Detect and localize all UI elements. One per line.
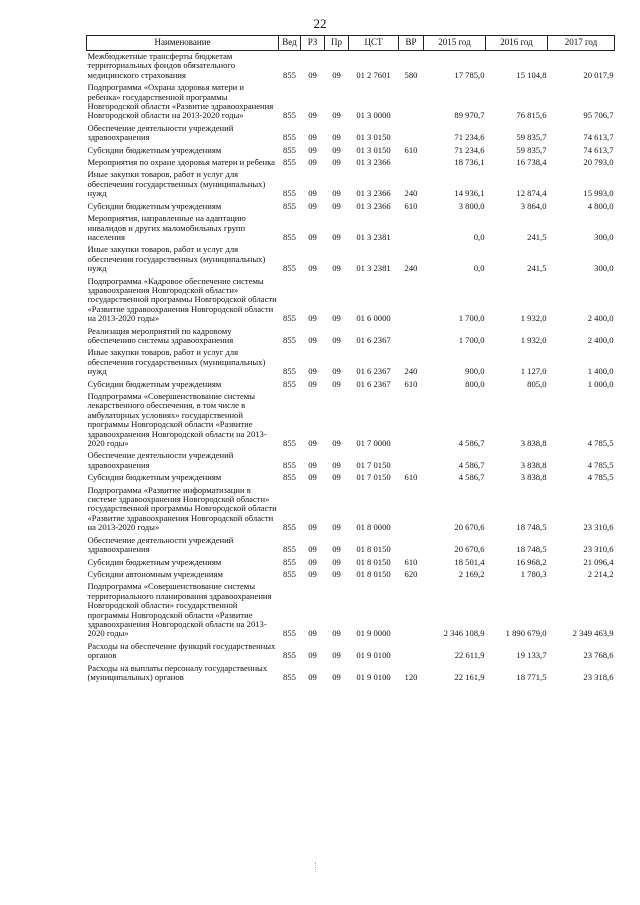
row-name: Подпрограмма «Совершенствование системы лекарственного обеспечения, в том числе в амбулаторных условиях» государственной программы Новгородской области «Развитие здравоохранения Новгородской области на 2013-2020 годы» (87, 391, 267, 449)
row-2016: 59 835,7 (516, 144, 547, 155)
table-row (87, 641, 615, 663)
table-row (87, 123, 615, 145)
row-cst: 01 7 0150 (356, 459, 391, 470)
row-cst: 01 2 7601 (356, 69, 391, 80)
row-vr (399, 581, 424, 640)
row-pr: 09 (332, 568, 341, 579)
table-row (87, 485, 615, 535)
row-pr: 09 (332, 671, 341, 682)
row-2015: 900,0 (465, 366, 485, 377)
row-pr: 09 (332, 313, 341, 324)
row-2015: 18 501,4 (454, 556, 485, 567)
row-pr: 09 (332, 472, 341, 483)
row-2017: 300,0 (594, 231, 614, 242)
row-cst: 01 3 2381 (356, 263, 391, 274)
row-name: Подпрограмма «Охрана здоровья матери и ребенка» государственной программы Новгородской области «Развитие здравоохранения Новгородской области на 2013-2020 годы» (87, 82, 274, 121)
row-2017: 4 785,5 (587, 438, 614, 449)
row-ved: 855 (283, 231, 296, 242)
row-name: Расходы на обеспечение функций государственных органов (87, 640, 276, 661)
table-row (87, 157, 615, 169)
row-2017: 4 800,0 (587, 200, 614, 211)
row-pr: 09 (332, 188, 341, 199)
row-name: Реализация мероприятий по кадровому обеспечению системы здравоохранения (87, 325, 234, 345)
row-cst: 01 3 2366 (356, 157, 391, 168)
row-pr: 09 (332, 650, 341, 661)
row-2016: 3 864,0 (520, 200, 547, 211)
table-row (87, 557, 615, 569)
row-2016: 18 748,5 (516, 544, 547, 555)
row-2015: 22 161,9 (454, 671, 485, 682)
row-pr: 09 (332, 263, 341, 274)
row-name: Подпрограмма «Кадровое обеспечение системы здравоохранения Новгородской области» государственной программы Новгородской области «Развитие здравоохранения Новгородской области на 2013-2020 годы» (87, 275, 277, 324)
row-2016: 15 104,8 (516, 69, 547, 80)
row-pr: 09 (332, 157, 341, 168)
row-cst: 01 6 2367 (356, 378, 391, 389)
row-ved: 855 (283, 200, 296, 211)
row-ved: 855 (283, 628, 296, 639)
row-rz: 09 (308, 263, 317, 274)
row-2015: 4 586,7 (458, 438, 485, 449)
row-ved: 855 (283, 544, 296, 555)
row-pr: 09 (332, 334, 341, 345)
row-2017: 23 310,6 (583, 544, 614, 555)
table-row (87, 379, 615, 391)
row-vr (399, 450, 424, 472)
row-cst: 01 8 0150 (356, 544, 391, 555)
row-2015: 20 670,6 (454, 522, 485, 533)
row-2017: 4 785,5 (587, 472, 614, 483)
row-pr: 09 (332, 144, 341, 155)
row-2017: 20 017,9 (583, 69, 614, 80)
row-2017: 1 400,0 (587, 366, 614, 377)
row-pr: 09 (332, 200, 341, 211)
row-cst: 01 3 0150 (356, 144, 391, 155)
row-2017: 23 318,6 (583, 671, 614, 682)
row-vr (399, 485, 424, 535)
row-2015: 0,0 (473, 263, 485, 274)
row-name: Субсидии бюджетным учреждениям (87, 144, 222, 155)
row-2016: 1 932,0 (520, 334, 547, 345)
row-ved: 855 (283, 110, 296, 121)
row-2016: 16 738,4 (516, 157, 547, 168)
row-ved: 855 (283, 144, 296, 155)
row-rz: 09 (308, 671, 317, 682)
row-rz: 09 (308, 188, 317, 199)
header-vr: ВР (399, 36, 424, 51)
row-2015: 4 586,7 (458, 472, 485, 483)
row-2015: 3 800,0 (458, 200, 485, 211)
row-vr (399, 157, 424, 169)
row-pr: 09 (332, 544, 341, 555)
row-vr (399, 641, 424, 663)
row-name: Мероприятия по охране здоровья матери и ребенка (87, 157, 275, 168)
row-rz: 09 (308, 144, 317, 155)
row-2015: 22 611,9 (454, 650, 485, 661)
row-vr (399, 391, 424, 450)
row-2016: 19 133,7 (516, 650, 547, 661)
table-row (87, 472, 615, 484)
row-rz: 09 (308, 544, 317, 555)
table-row (87, 326, 615, 348)
table-body (87, 51, 615, 685)
row-2016: 241,5 (527, 231, 547, 242)
row-2016: 18 771,5 (516, 671, 547, 682)
table-row (87, 276, 615, 326)
row-2015: 89 970,7 (454, 110, 485, 121)
row-2017: 2 400,0 (587, 313, 614, 324)
table-row (87, 213, 615, 244)
row-pr: 09 (332, 378, 341, 389)
row-cst: 01 7 0150 (356, 472, 391, 483)
row-rz: 09 (308, 556, 317, 567)
row-2017: 20 793,0 (583, 157, 614, 168)
row-cst: 01 9 0100 (356, 650, 391, 661)
row-ved: 855 (283, 334, 296, 345)
table-row (87, 51, 615, 83)
row-vr: 610 (404, 556, 418, 567)
row-vr: 120 (404, 671, 418, 682)
row-ved: 855 (283, 556, 296, 567)
row-2015: 14 936,1 (454, 188, 485, 199)
row-rz: 09 (308, 628, 317, 639)
row-name: Иные закупки товаров, работ и услуг для обеспечения государственных (муниципальных) нужд (87, 169, 266, 199)
row-rz: 09 (308, 568, 317, 579)
row-2015: 4 586,7 (458, 459, 485, 470)
table-row (87, 201, 615, 213)
row-name: Иные закупки товаров, работ и услуг для обеспечения государственных (муниципальных) нужд (87, 244, 266, 274)
table-row (87, 569, 615, 581)
row-rz: 09 (308, 334, 317, 345)
row-vr (399, 213, 424, 244)
row-ved: 855 (283, 69, 296, 80)
row-ved: 855 (283, 313, 296, 324)
row-cst: 01 7 0000 (356, 438, 391, 449)
row-2015: 0,0 (473, 231, 485, 242)
row-2016: 18 748,5 (516, 522, 547, 533)
table-row (87, 347, 615, 378)
row-rz: 09 (308, 110, 317, 121)
row-2016: 1 932,0 (520, 313, 547, 324)
row-cst: 01 9 0000 (356, 628, 391, 639)
row-ved: 855 (283, 650, 296, 661)
row-2016: 3 838,8 (520, 472, 547, 483)
row-2017: 23 768,6 (583, 650, 614, 661)
row-cst: 01 3 0150 (356, 132, 391, 143)
row-2017: 4 785,5 (587, 459, 614, 470)
table-row (87, 169, 615, 200)
row-2015: 17 785,0 (454, 69, 485, 80)
row-ved: 855 (283, 188, 296, 199)
row-pr: 09 (332, 366, 341, 377)
row-name: Субсидии бюджетным учреждениям (87, 200, 222, 211)
row-2017: 74 613,7 (583, 132, 614, 143)
row-rz: 09 (308, 459, 317, 470)
row-2017: 1 000,0 (587, 378, 614, 389)
row-vr: 610 (404, 472, 418, 483)
row-2016: 241,5 (527, 263, 547, 274)
row-2016: 805,0 (527, 378, 547, 389)
row-pr: 09 (332, 110, 341, 121)
row-vr (399, 82, 424, 123)
row-rz: 09 (308, 438, 317, 449)
row-2016: 16 968,2 (516, 556, 547, 567)
row-rz: 09 (308, 522, 317, 533)
page-number: 22 (313, 16, 327, 31)
row-name: Обеспечение деятельности учреждений здравоохранения (87, 450, 234, 470)
row-ved: 855 (283, 366, 296, 377)
row-ved: 855 (283, 263, 296, 274)
row-2015: 800,0 (465, 378, 485, 389)
row-2017: 15 993,0 (583, 188, 614, 199)
table-row (87, 391, 615, 450)
row-vr: 240 (404, 188, 418, 199)
row-2017: 2 400,0 (587, 334, 614, 345)
row-name: Обеспечение деятельности учреждений здравоохранения (87, 122, 234, 143)
row-pr: 09 (332, 522, 341, 533)
row-2015: 1 700,0 (458, 334, 485, 345)
row-vr: 240 (404, 263, 418, 274)
header-ved: Вед (279, 36, 301, 51)
row-ved: 855 (283, 157, 296, 168)
row-2015: 2 169,2 (458, 568, 485, 579)
row-2017: 2 214,2 (587, 568, 614, 579)
row-cst: 01 9 0100 (356, 671, 391, 682)
row-2015: 20 670,6 (454, 544, 485, 555)
row-cst: 01 6 0000 (356, 313, 391, 324)
row-name: Расходы на выплаты персоналу государственных (муниципальных) органов (87, 662, 268, 682)
row-rz: 09 (308, 157, 317, 168)
header-pr: Пр (325, 36, 349, 51)
row-vr: 610 (404, 200, 418, 211)
row-vr (399, 326, 424, 348)
row-2016: 3 838,8 (520, 438, 547, 449)
row-ved: 855 (283, 671, 296, 682)
row-name: Субсидии бюджетным учреждениям (87, 378, 222, 389)
row-name: Обеспечение деятельности учреждений здравоохранения (87, 534, 234, 555)
row-2015: 18 736,1 (454, 157, 485, 168)
header-2015: 2015 год (424, 36, 486, 51)
row-vr (399, 123, 424, 145)
scan-mark (315, 862, 317, 872)
table-row (87, 145, 615, 157)
row-2016: 1 890 679,0 (505, 628, 547, 639)
row-cst: 01 3 0000 (356, 110, 391, 121)
row-rz: 09 (308, 200, 317, 211)
row-pr: 09 (332, 69, 341, 80)
row-pr: 09 (332, 459, 341, 470)
table-row (87, 450, 615, 472)
row-rz: 09 (308, 69, 317, 80)
row-2017: 21 096,4 (583, 556, 614, 567)
row-rz: 09 (308, 313, 317, 324)
row-pr: 09 (332, 231, 341, 242)
row-cst: 01 6 2367 (356, 334, 391, 345)
header-name: Наименование (87, 36, 279, 51)
budget-table (86, 35, 615, 684)
row-vr: 620 (404, 568, 418, 579)
row-ved: 855 (283, 378, 296, 389)
row-rz: 09 (308, 650, 317, 661)
table-header (87, 36, 615, 51)
row-cst: 01 6 2367 (356, 366, 391, 377)
row-2015: 71 234,6 (454, 144, 485, 155)
row-vr: 580 (404, 69, 418, 80)
table-row (87, 663, 615, 685)
row-name: Мероприятия, направленные на адаптацию инвалидов и других маломобильных групп населения (87, 213, 246, 242)
row-rz: 09 (308, 231, 317, 242)
row-vr (399, 535, 424, 557)
row-name: Подпрограмма «Совершенствование системы территориального планирования здравоохранения Новгородской области» государственной программы Новгородской области «Развитие здравоохранения Новгородской области на 2013-2020 годы» (87, 581, 272, 639)
row-name: Субсидии бюджетным учреждениям (87, 556, 222, 567)
row-rz: 09 (308, 472, 317, 483)
row-2016: 3 838,8 (520, 459, 547, 470)
row-rz: 09 (308, 132, 317, 143)
row-2015: 71 234,6 (454, 132, 485, 143)
row-vr: 240 (404, 366, 418, 377)
row-ved: 855 (283, 459, 296, 470)
row-rz: 09 (308, 378, 317, 389)
row-2016: 1 780,3 (520, 568, 547, 579)
row-vr: 610 (404, 144, 418, 155)
row-2016: 76 815,6 (516, 110, 547, 121)
row-cst: 01 8 0150 (356, 556, 391, 567)
row-2017: 95 706,7 (583, 110, 614, 121)
row-cst: 01 3 2381 (356, 231, 391, 242)
row-2016: 1 127,0 (520, 366, 547, 377)
row-ved: 855 (283, 522, 296, 533)
row-2016: 12 874,4 (516, 188, 547, 199)
row-rz: 09 (308, 366, 317, 377)
row-pr: 09 (332, 556, 341, 567)
row-2015: 2 346 108,9 (443, 628, 485, 639)
row-name: Субсидии бюджетным учреждениям (87, 472, 222, 483)
header-rz: РЗ (301, 36, 325, 51)
row-pr: 09 (332, 438, 341, 449)
row-cst: 01 8 0000 (356, 522, 391, 533)
row-pr: 09 (332, 132, 341, 143)
row-cst: 01 3 2366 (356, 200, 391, 211)
row-2015: 1 700,0 (458, 313, 485, 324)
row-name: Иные закупки товаров, работ и услуг для обеспечения государственных (муниципальных) нужд (87, 347, 266, 377)
row-2016: 59 835,7 (516, 132, 547, 143)
row-vr (399, 276, 424, 326)
row-ved: 855 (283, 472, 296, 483)
row-cst: 01 8 0150 (356, 568, 391, 579)
row-ved: 855 (283, 568, 296, 579)
table-row (87, 82, 615, 123)
row-name: Субсидии автономным учреждениям (87, 568, 223, 579)
row-ved: 855 (283, 132, 296, 143)
table-row (87, 244, 615, 275)
row-pr: 09 (332, 628, 341, 639)
header-cst: ЦСТ (349, 36, 399, 51)
row-cst: 01 3 2366 (356, 188, 391, 199)
row-2017: 2 349 463,9 (572, 628, 614, 639)
table-row (87, 535, 615, 557)
row-2017: 74 613,7 (583, 144, 614, 155)
row-ved: 855 (283, 438, 296, 449)
table-row (87, 581, 615, 640)
row-2017: 23 310,6 (583, 522, 614, 533)
row-name: Межбюджетные трансферты бюджетам территориальных фондов обязательного медицинского страхования (87, 51, 236, 80)
row-vr: 610 (404, 378, 418, 389)
row-name: Подпрограмма «Развитие информатизации в системе здравоохранения Новгородской области» государственной программы Новгородской области «Развитие здравоохранения Новгородской области на 2013-2020 годы» (87, 484, 277, 533)
header-2016: 2016 год (486, 36, 548, 51)
header-2017: 2017 год (548, 36, 615, 51)
row-2017: 300,0 (594, 263, 614, 274)
